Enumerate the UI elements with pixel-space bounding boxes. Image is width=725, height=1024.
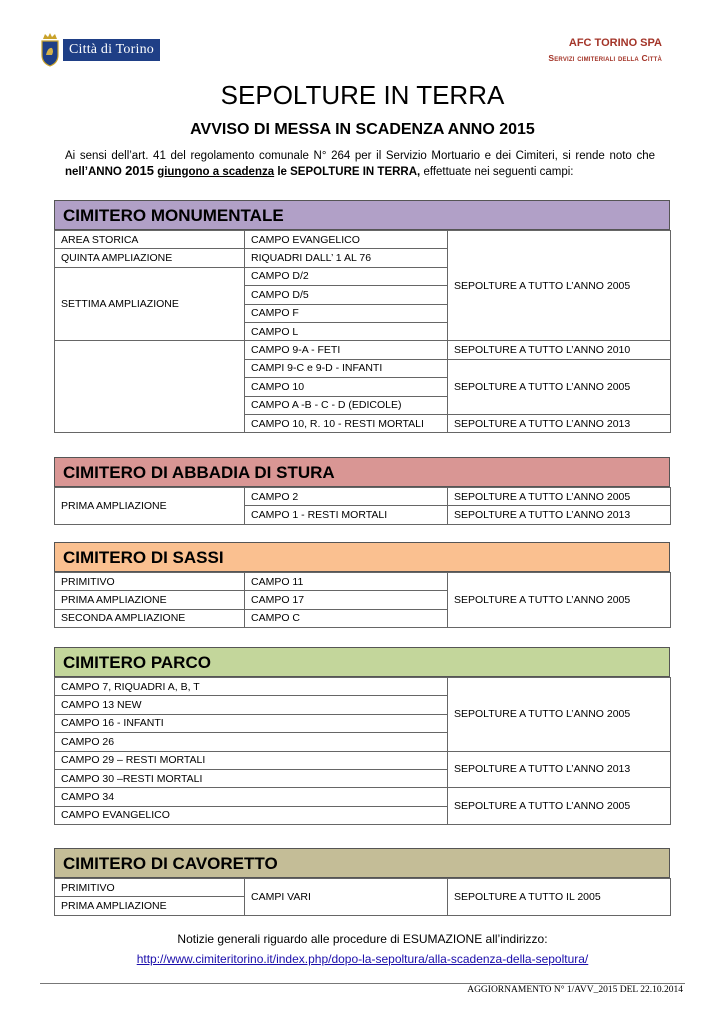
section-title: CIMITERO MONUMENTALE [54,200,670,230]
campo-cell: CAMPO D/5 [245,286,448,304]
campo-cell: CAMPO EVANGELICO [55,806,448,824]
area-cell: SECONDA AMPLIAZIONE [55,609,245,627]
esumazione-notice: Notizie generali riguardo alle procedure di ESUMAZIONE all’indirizzo: [177,932,548,946]
page-title: SEPOLTURE IN TERRA [220,80,505,110]
section-cavoretto [54,848,670,916]
campo-cell: CAMPO L [245,322,448,340]
parco-table [54,677,671,825]
campo-cell: CAMPI 9-C e 9-D - INFANTI [245,359,448,377]
scadenza-cell: SEPOLTURE A TUTTO L’ANNO 2005 [448,488,671,506]
campo-cell: CAMPO 9-A - FETI [245,341,448,359]
cavoretto-table [54,878,671,916]
table-row [55,678,671,696]
table-row [55,573,671,591]
area-cell: SETTIMA AMPLIAZIONE [55,267,245,341]
city-logo [40,33,160,67]
intro-text-1: Ai sensi dell’art. 41 del regolamento comunale N° 264 per il Servizio Mortuario e dei Cimiteri, si rende noto che [65,150,655,162]
scadenza-cell: SEPOLTURE A TUTTO L’ANNO 2013 [448,751,671,788]
section-abbadia [54,457,670,525]
esumazione-link[interactable]: http://www.cimiteritorino.it/index.php/dopo-la-sepoltura/alla-scadenza-della-sepoltura/ [136,952,589,966]
table-row [55,751,671,769]
intro-paragraph [65,150,655,179]
scadenza-cell: SEPOLTURE A TUTTO L’ANNO 2005 [448,573,671,628]
campo-cell: CAMPO 10, R. 10 - RESTI MORTALI [245,414,448,432]
area-cell: PRIMITIVO [55,879,245,897]
campo-cell: CAMPO 7, RIQUADRI A, B, T [55,678,448,696]
footer-update: AGGIORNAMENTO N° 1/AVV_2015 DEL 22.10.2014 [467,985,683,995]
campo-cell: CAMPO 17 [245,591,448,609]
section-title: CIMITERO DI CAVORETTO [54,848,670,878]
campo-cell: CAMPO 10 [245,378,448,396]
monumentale-table [54,230,671,433]
campo-cell: CAMPO 16 - INFANTI [55,714,448,732]
intro-anno: nell’ANNO [65,165,126,178]
campo-cell: CAMPO 29 – RESTI MORTALI [55,751,448,769]
campo-cell: CAMPO 1 - RESTI MORTALI [245,506,448,524]
table-row [55,788,671,806]
sassi-table [54,572,671,628]
scadenza-cell: SEPOLTURE A TUTTO L’ANNO 2005 [448,231,671,341]
section-title: CIMITERO PARCO [54,647,670,677]
section-sassi [54,542,670,628]
company-subtitle: Servizi cimiteriali della Città [548,53,662,63]
scadenza-cell: SEPOLTURE A TUTTO L’ANNO 2010 [448,341,671,359]
area-cell: QUINTA AMPLIAZIONE [55,249,245,267]
area-cell: PRIMITIVO [55,573,245,591]
section-title: CIMITERO DI SASSI [54,542,670,572]
area-cell: PRIMA AMPLIAZIONE [55,897,245,915]
campo-cell: CAMPO C [245,609,448,627]
logo-text: Città di Torino [63,39,160,61]
torino-crest-icon [40,33,60,67]
section-title: CIMITERO DI ABBADIA DI STURA [54,457,670,487]
scadenza-cell: SEPOLTURE A TUTTO L’ANNO 2013 [448,506,671,524]
area-cell: AREA STORICA [55,231,245,249]
area-cell: PRIMA AMPLIAZIONE [55,591,245,609]
campo-cell: CAMPO 13 NEW [55,696,448,714]
campo-cell: CAMPI VARI [245,879,448,916]
campo-cell: CAMPO 30 –RESTI MORTALI [55,769,448,787]
campo-cell: CAMPO 26 [55,733,448,751]
intro-sepolture: le SEPOLTURE IN TERRA, [277,165,421,178]
scadenza-cell: SEPOLTURE A TUTTO IL 2005 [448,879,671,916]
footer-divider [40,983,685,984]
table-row [55,341,671,359]
scadenza-cell: SEPOLTURE A TUTTO L’ANNO 2013 [448,414,671,432]
scadenza-cell: SEPOLTURE A TUTTO L’ANNO 2005 [448,359,671,414]
area-cell-empty [55,341,245,433]
intro-text-2: effettuate nei seguenti campi: [420,165,574,178]
area-cell: PRIMA AMPLIAZIONE [55,488,245,525]
section-parco [54,647,670,825]
page-subtitle: AVVISO DI MESSA IN SCADENZA ANNO 2015 [190,121,535,138]
campo-cell: CAMPO 11 [245,573,448,591]
section-monumentale [54,200,670,433]
table-row [55,488,671,506]
campo-cell: CAMPO EVANGELICO [245,231,448,249]
campo-cell: CAMPO A -B - C - D (EDICOLE) [245,396,448,414]
company-name: AFC TORINO SPA [568,37,662,49]
abbadia-table [54,487,671,525]
campo-cell: CAMPO D/2 [245,267,448,285]
scadenza-cell: SEPOLTURE A TUTTO L’ANNO 2005 [448,788,671,825]
scadenza-cell: SEPOLTURE A TUTTO L’ANNO 2005 [448,678,671,752]
campo-cell: CAMPO 2 [245,488,448,506]
table-row [55,879,671,897]
campo-cell: CAMPO F [245,304,448,322]
intro-year: 2015 [125,162,154,178]
intro-scadenza: giungono a scadenza [157,165,275,178]
campo-cell: RIQUADRI DALL’ 1 AL 76 [245,249,448,267]
table-row [55,231,671,249]
campo-cell: CAMPO 34 [55,788,448,806]
